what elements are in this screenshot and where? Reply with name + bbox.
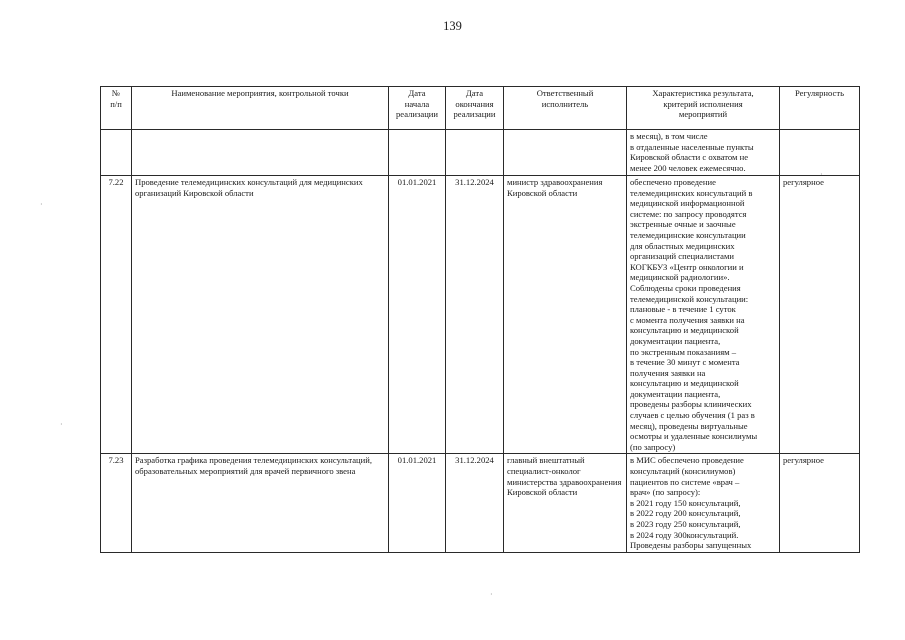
header-name: Наименование мероприятия, контрольной точки: [132, 87, 389, 130]
cell-end: [446, 130, 504, 176]
table-row: [101, 454, 860, 552]
cell-regularity: [780, 130, 860, 176]
cell-regularity: регулярное: [780, 454, 860, 552]
header-regularity: Регулярность: [780, 87, 860, 130]
table-row: [101, 176, 860, 454]
cell-name: [132, 130, 389, 176]
cell-end: 31.12.2024: [446, 454, 504, 552]
measures-table: [100, 86, 860, 553]
cell-result-characteristic: обеспечено проведение телемедицинских консультаций в медицинской информационной системе: по запросу проводятся экстренные очные и заочные телемедицинские консультации для областных медицинских организаций специалистами КОГКБУЗ «Центр онкологии и медицинской радиологии». Соблюдены сроки проведения телемедицинской консультации: плановые - в течение 1 суток с момента получения заявки на консультацию и медицинской документации пациента, по экстренным показаниям – в течение 30 минут с момента получения заявки на консультацию и медицинской документации пациента, проведены разборы клинических случаев с целью обучения (1 раз в месяц), проведены виртуальные осмотры и удаленные консилиумы (по запросу): [627, 176, 780, 454]
header-end-date: Дата окончания реализации: [446, 87, 504, 130]
scan-speck: ·: [40, 200, 43, 209]
cell-exec: министр здравоохранения Кировской области: [504, 176, 627, 454]
cell-name: Разработка графика проведения телемедицинских консультаций, образовательных мероприятий для врачей первичного звена: [132, 454, 389, 552]
cell-result-characteristic: в МИС обеспечено проведение консультаций (консилиумов) пациентов по системе «врач – врач» (по запросу): в 2021 году 150 консультаций, в 2022 году 200 консультаций, в 2023 году 250 консультаций, в 2024 году 300консультаций. Проведены разборы запущенных: [627, 454, 780, 552]
scan-speck: ·: [60, 420, 63, 429]
header-result-characteristic: Характеристика результата, критерий исполнения мероприятий: [627, 87, 780, 130]
cell-num: 7.23: [101, 454, 132, 552]
cell-regularity: регулярное: [780, 176, 860, 454]
cell-end: 31.12.2024: [446, 176, 504, 454]
header-start-date: Дата начала реализации: [389, 87, 446, 130]
cell-exec: главный внештатный специалист-онколог министерства здравоохранения Кировской области: [504, 454, 627, 552]
cell-exec: [504, 130, 627, 176]
cell-result-characteristic: в месяц), в том числе в отдаленные населенные пункты Кировской области с охватом не менее 200 человек ежемесячно.: [627, 130, 780, 176]
table-header-row: [101, 87, 860, 130]
header-executor: Ответственный исполнитель: [504, 87, 627, 130]
cell-start: [389, 130, 446, 176]
scan-speck: ·: [490, 590, 493, 599]
cell-num: 7.22: [101, 176, 132, 454]
scan-speck: ·: [820, 170, 823, 179]
cell-start: 01.01.2021: [389, 454, 446, 552]
page-number: 139: [443, 19, 462, 33]
cell-start: 01.01.2021: [389, 176, 446, 454]
table-row-continuation: [101, 130, 860, 176]
header-num: № п/п: [101, 87, 132, 130]
cell-name: Проведение телемедицинских консультаций для медицинских организаций Кировской области: [132, 176, 389, 454]
cell-num: [101, 130, 132, 176]
